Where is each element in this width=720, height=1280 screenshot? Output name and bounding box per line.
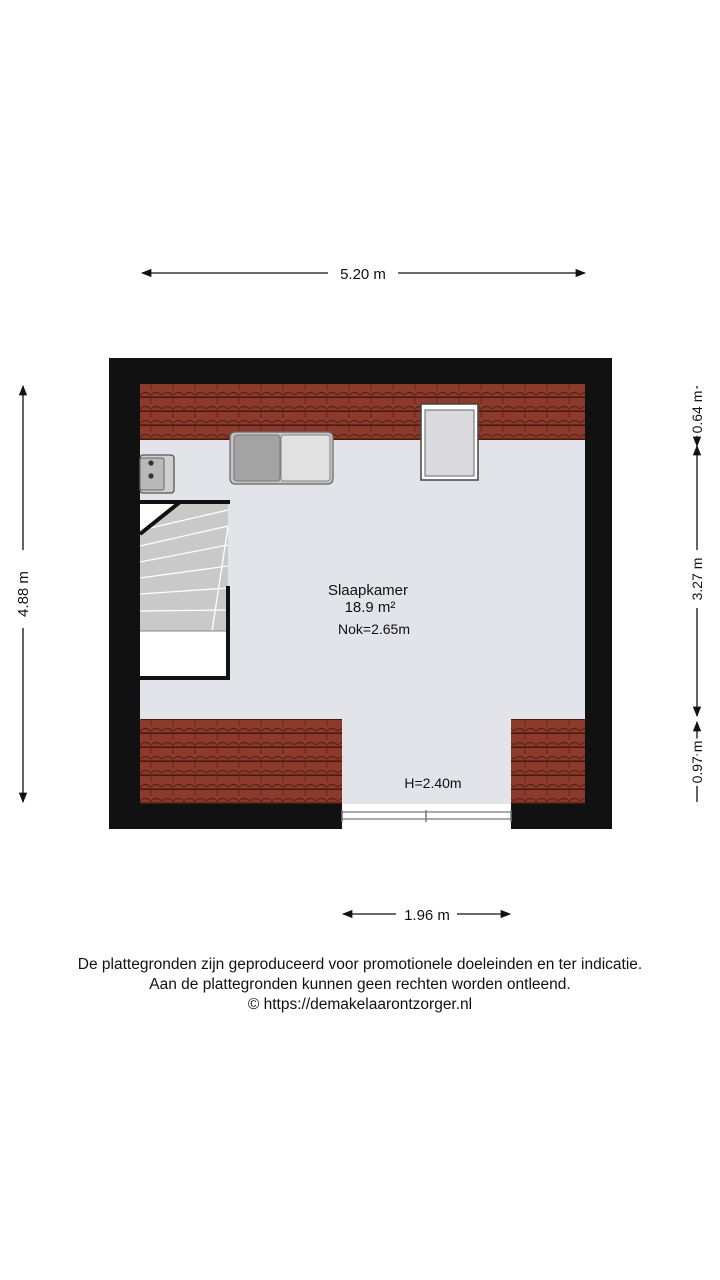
disclaimer-line-1: De plattegronden zijn geproduceerd voor promotionele doeleinden en ter indicatie. bbox=[77, 956, 643, 973]
dimension-depth-total bbox=[15, 386, 32, 802]
roof-tiles-bottom-left bbox=[140, 719, 342, 804]
stove-icon bbox=[140, 455, 174, 493]
roof-tiles-top bbox=[140, 384, 585, 440]
roof-window-icon bbox=[421, 404, 478, 480]
dormer-height: H=2.40m bbox=[404, 775, 462, 791]
dimension-dormer-width-label: 1.96 m bbox=[404, 907, 450, 924]
dimension-right-top-label: 0.64 m bbox=[689, 390, 705, 434]
sofa-icon bbox=[230, 432, 333, 484]
dimension-dormer-width bbox=[343, 907, 510, 924]
dimension-right-bottom-label: 0.97 m bbox=[689, 740, 705, 784]
disclaimer bbox=[0, 955, 720, 1015]
room-name: Slaapkamer bbox=[327, 582, 409, 599]
roof-tiles-bottom-right bbox=[511, 719, 585, 804]
dimension-right-middle bbox=[689, 446, 705, 716]
dimension-width-total bbox=[142, 266, 585, 283]
disclaimer-line-2: Aan de plattegronden kunnen geen rechten worden ontleend. bbox=[149, 976, 571, 993]
dimension-width-total-label: 5.20 m bbox=[340, 266, 386, 283]
staircase-icon bbox=[140, 502, 230, 680]
dimension-right-bottom bbox=[689, 722, 705, 802]
disclaimer-website: © https://demakelaarontzorger.nl bbox=[247, 996, 473, 1013]
ridge-height: Nok=2.65m bbox=[338, 621, 410, 637]
dimension-right-top bbox=[689, 386, 705, 446]
dimension-depth-total-label: 4.88 m bbox=[15, 571, 32, 617]
room-area: 18.9 m² bbox=[344, 599, 396, 616]
dimension-right-middle-label: 3.27 m bbox=[689, 557, 705, 601]
